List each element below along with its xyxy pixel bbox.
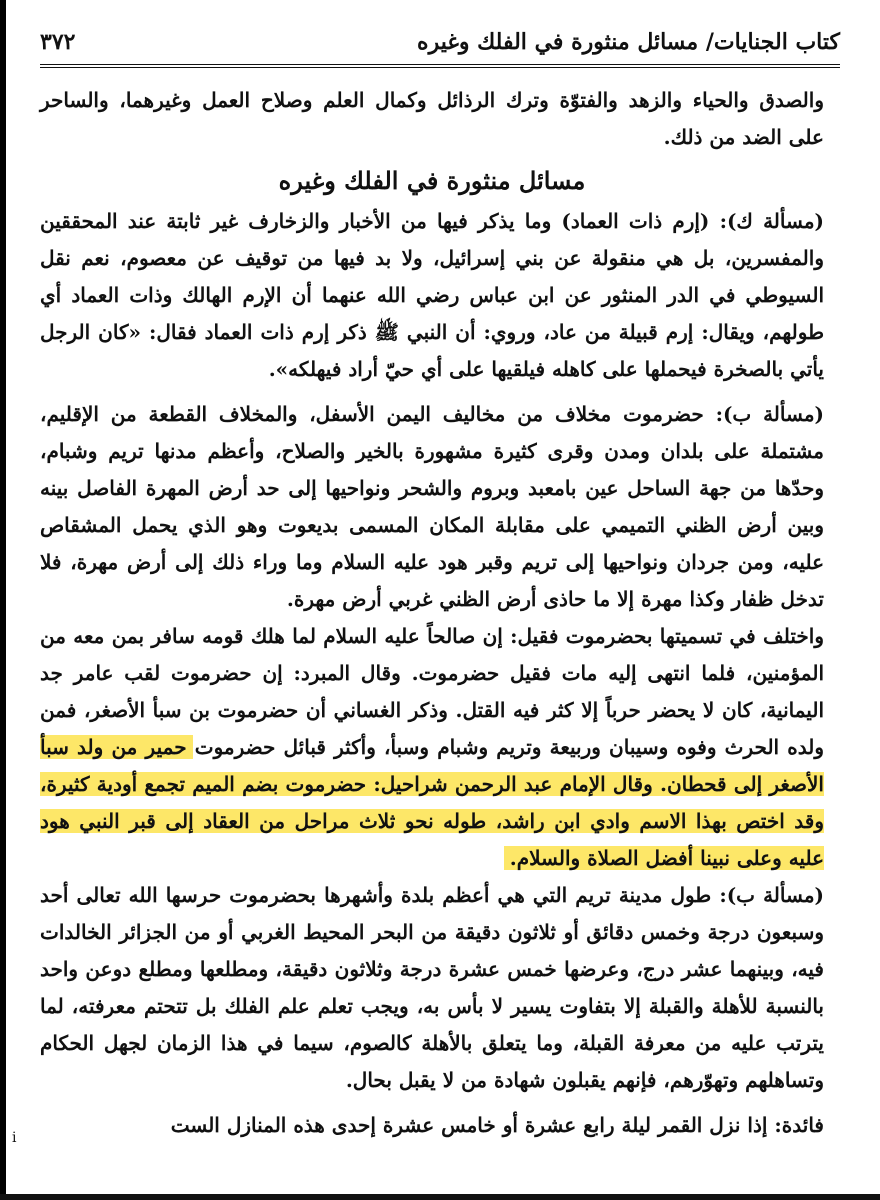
page-header [40,22,840,62]
masala-2 [40,396,824,618]
intro-paragraph: والصدق والحياء والزهد والفتوّة وترك الرذائل وكمال العلم وصلاح العمل وغيرهما، والساحر على الضد من ذلك. [40,88,824,149]
faida-text: إذا نزل القمر ليلة رابع عشرة أو خامس عشرة إحدى هذه المنازل الست [170,1113,768,1137]
faida-label: فائدة: [774,1113,824,1137]
header-rule [40,64,840,68]
spacer [40,1099,824,1107]
masala-1 [40,203,824,388]
masala-3 [40,877,824,1099]
faida [40,1107,824,1144]
masala-1-label: (مسألة ك): [719,209,824,233]
margin-mark: i [12,1130,17,1146]
running-title: كتاب الجنايات/ مسائل منثورة في الفلك وغيره [417,29,840,55]
scan-edge [0,0,6,1200]
masala-2-text2: واختلف في تسميتها بحضرموت فقيل: إن صالحاً عليه السلام لما هلك قومه سافر بمن معه من المؤمنين، فلما انتهى إليه مات فقيل حضرموت. وقال المبرد: إن حضرموت لقب عامر جد اليمانية، كان لا يحضر حرباً إلا كثر فيه القتل. وذكر الغساني أن حضرموت بن سبأ الأصغر، فمن ولده الحرث وفوه وسيبان وربيعة وتريم وشبام وسبأ، وأكثر قبائل حضرموت [40,624,824,759]
masala-3-text: طول مدينة تريم التي هي أعظم بلدة وأشهرها بحضرموت حرسها الله تعالى أحد وسبعون درجة وخمس دقائق أو ثلاثون دقيقة من البحر المحيط الغربي أو من الجزائر الخالدات فيه، وبينهما عشر درج، وعرضها خمس عشرة درجة وثلاثون دقيقة، ومطلعها ومطلع دوعن واحد بالنسبة للأهلة والقبلة إلا بتفاوت يسير لا بأس به، ويجب تعلم علم الفلك بل تتحتم معرفته، لما يترتب عليه من معرفة القبلة، وما يتعلق بالأهلة كالصوم، سيما في هذا الزمان لجهل الحكام وتساهلهم وتهوّرهم، فإنهم يقبلون شهادة من لا يقبل بحال. [40,883,824,1092]
page-number: ٣٧٢ [40,29,76,55]
scan-bottom-edge [0,1194,880,1200]
masala-2-label: (مسألة ب): [715,402,825,426]
page-body [40,82,824,1144]
highlighted-passage: حمير من ولد سبأ الأصغر إلى قحطان. وقال الإمام عبد الرحمن شراحيل: حضرموت بضم الميم تجمع أودية كثيرة، وقد اختص بهذا الاسم وادي ابن راشد، طوله نحو ثلاث مراحل من العقاد إلى قبر النبي هود عليه وعلى نبينا أفضل الصلاة والسلام. [40,735,824,870]
masala-3-label: (مسألة ب): [719,883,824,907]
masala-2-continued [40,618,824,877]
masala-1-text: (إرم ذات العماد) وما يذكر فيها من الأخبار والزخارف غير ثابتة عند المحققين والمفسرين، بل هي منقولة عن بني إسرائيل، ولا بد فيها من توقيف عن معصوم، نعم نقل السيوطي في الدر المنثور عن ابن عباس رضي الله عنهما أن الإرم الهالك وذات العماد أي طولهم، ويقال: إرم قبيلة من عاد، وروي: أن النبي ﷺ ذكر إرم ذات العماد فقال: «كان الرجل يأتي بالصخرة فيحملها على كاهله فيلقيها على أي حيّ أراد فيهلكه». [40,209,824,381]
section-title: مسائل منثورة في الفلك وغيره [278,166,586,195]
spacer [40,388,824,396]
masala-2-text: حضرموت مخلاف من مخاليف اليمن الأسفل، والمخلاف القطعة من الإقليم، مشتملة على بلدان ومدن وقرى كثيرة مشهورة بالخير والصلاح، وأعظم مدنها تريم وشبام، وحدّها من جهة الساحل عين بامعبد وبروم والشحر ونواحيها إلى حد أرض المهرة الفاصل بينه وبين أرض الظني التميمي على مقابلة المكان المسمى بديعوت وهو الذي يحمل المشقاص عليه، ومن جردان ونواحيها إلى تريم وقبر هود عليه السلام وما وراء ذلك إلى أرض مهرة، فلا تدخل ظفار وكذا مهرة إلا ما حاذى أرض الظني غربي أرض مهرة. [40,402,824,611]
